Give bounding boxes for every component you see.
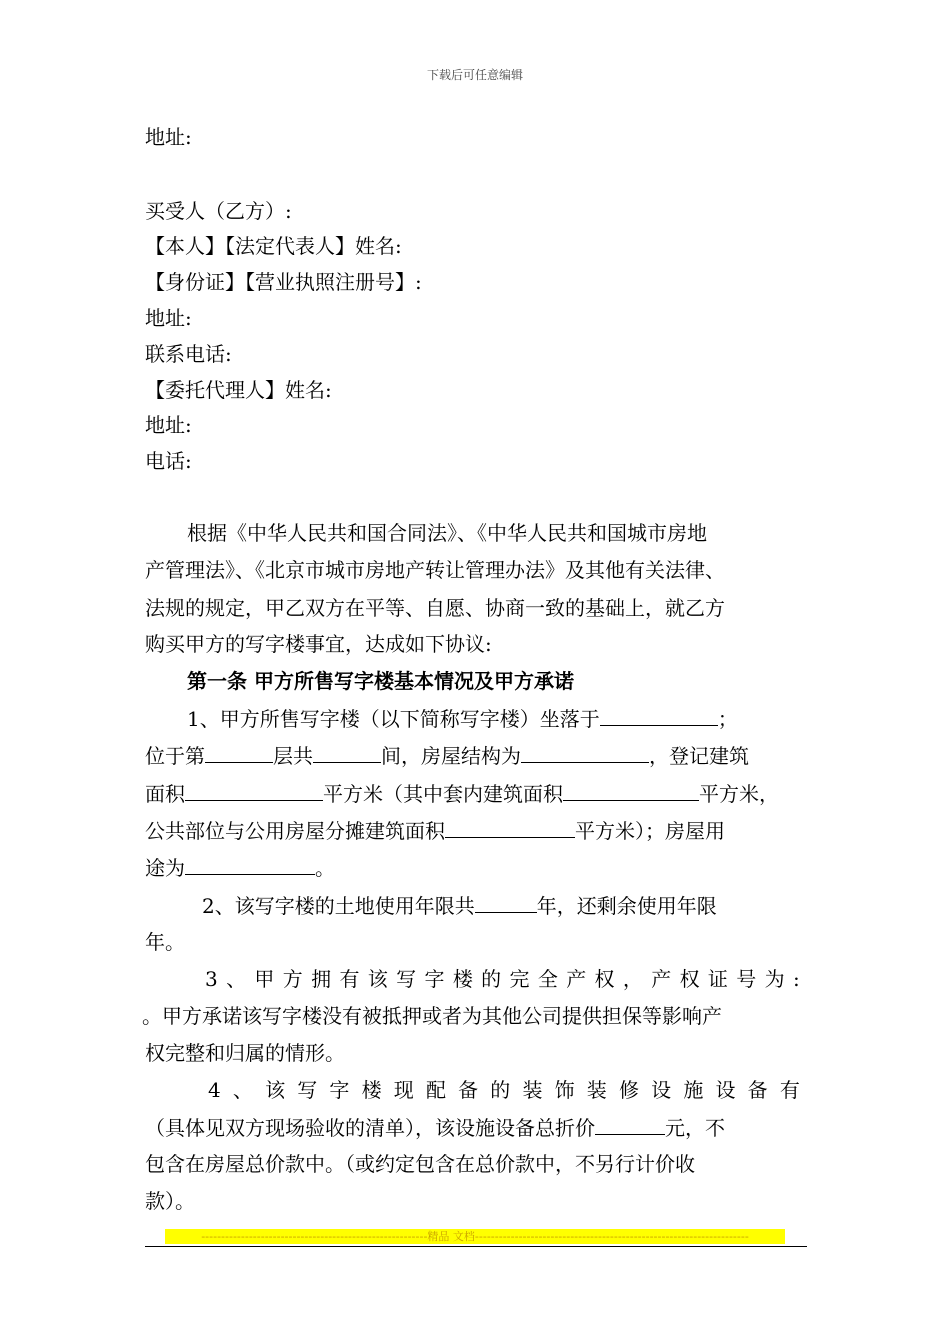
char: 施 [683,1078,704,1102]
registered-area-blank [185,780,323,801]
char: 号 [736,967,757,991]
char: 备 [458,1078,479,1102]
clause-text: 平方米（其中套内建筑面积 [323,782,563,806]
char: 备 [747,1078,768,1102]
char: 甲 [254,967,275,991]
clause1-line1 [187,705,738,732]
char: 完 [509,967,530,991]
preamble-line: 法规的规定，甲乙双方在平等、自愿、协商一致的基础上，就乙方 [145,596,725,620]
article1-heading: 第一条 甲方所售写字楼基本情况及甲方承诺 [187,669,574,693]
buyer-name-label: 【本人】【法定代表人】姓名: [145,234,402,258]
clause1-line3 [145,780,779,807]
agent-address-label: 地址: [145,413,192,437]
char: 设 [715,1078,736,1102]
preamble-line: 产管理法》、《北京市城市房地产转让管理办法》及其他有关法律、 [145,558,725,582]
char: 权 [594,967,615,991]
usage-blank [185,854,315,875]
clause-text: 1、甲方所售写字楼（以下简称写字楼）坐落于 [187,707,600,731]
clause-text: ，登记建筑 [649,744,749,768]
agent-name-label: 【委托代理人】姓名: [145,378,332,402]
char: 产 [651,967,672,991]
agent-phone-label: 电话: [145,449,192,473]
seller-address-label: 地址: [145,125,192,149]
char: 为 [764,967,785,991]
clause3-line3: 权完整和归属的情形。 [145,1041,345,1065]
clause-text: ； [717,707,738,731]
preamble-line: 根据《中华人民共和国合同法》、《中华人民共和国城市房地 [187,521,707,545]
clause1-line4 [145,817,725,844]
structure-blank [521,742,649,763]
clause-text: 层共 [273,744,313,768]
char: 全 [537,967,558,991]
buyer-address-label: 地址: [145,306,192,330]
char: 权 [679,967,700,991]
clause4-line4: 款）。 [145,1189,195,1213]
clause-text: 。 [315,856,335,880]
clause-text: 年，还剩余使用年限 [536,894,717,918]
char: 现 [393,1078,414,1102]
char: 产 [566,967,587,991]
char: 饰 [554,1078,575,1102]
char: 字 [329,1078,350,1102]
clause1-line2 [145,742,749,769]
clause-text: 2、该写字楼的土地使用年限共 [202,894,475,918]
clause-text: （具体见双方现场验收的清单），该设施设备总折价 [145,1116,595,1140]
char: 该 [265,1078,286,1102]
clause-text: 面积 [145,782,185,806]
shared-area-blank [445,817,575,838]
char: 有 [339,967,360,991]
clause3-line2: 。甲方承诺该写字楼没有被抵押或者为其他公司提供担保等影响产 [142,1004,722,1028]
clause-text: 元，不 [665,1116,725,1140]
clause3-line1 [205,966,800,992]
preamble-line: 购买甲方的写字楼事宜，达成如下协议: [145,632,492,656]
header-note: 下载后可任意编辑 [426,68,523,82]
buyer-id-label: 【身份证】【营业执照注册号】: [145,270,422,294]
char: ， [622,967,643,991]
price-blank [595,1114,665,1135]
clause-text: 平方米， [699,782,779,806]
char: 、 [232,1078,253,1102]
char: 3 [205,967,218,991]
char: 配 [425,1078,446,1102]
location-blank [600,705,718,726]
clause-text: 途为 [145,856,185,880]
char: 、 [226,967,247,991]
char: 拥 [311,967,332,991]
char: 证 [707,967,728,991]
clause1-line5 [145,854,335,881]
clause-text: 公共部位与公用房屋分摊建筑面积 [145,819,445,843]
char: 的 [481,967,502,991]
char: 该 [367,967,388,991]
char: 4 [208,1078,221,1102]
buyer-phone-label: 联系电话: [145,342,232,366]
char: 有 [779,1078,800,1102]
char: 楼 [361,1078,382,1102]
char: : [792,967,800,991]
char: 修 [618,1078,639,1102]
buyer-title: 买受人（乙方）: [145,199,292,223]
char: 装 [586,1078,607,1102]
char: 装 [522,1078,543,1102]
char: 写 [396,967,417,991]
char: 字 [424,967,445,991]
land-term-blank [475,892,537,913]
footer-banner: ---------------------------------------------------------精品 文档--------------------------------------------------------------------- [165,1229,785,1244]
clause2-line2: 年。 [145,930,185,954]
clause4-line1 [208,1077,800,1103]
clause-text: 间，房屋结构为 [381,744,521,768]
inner-area-blank [563,780,699,801]
char: 设 [651,1078,672,1102]
clause4-line2 [145,1114,725,1141]
room-count-blank [313,742,381,763]
clause-text: 位于第 [145,744,205,768]
footer-divider [145,1246,807,1247]
char: 的 [490,1078,511,1102]
char: 楼 [452,967,473,991]
clause2-line1 [202,892,717,919]
clause4-line3: 包含在房屋总价款中。（或约定包含在总价款中，不另行计价收 [145,1152,695,1176]
char: 写 [297,1078,318,1102]
clause-text: 平方米）；房屋用 [575,819,725,843]
floor-blank [205,742,273,763]
char: 方 [282,967,303,991]
